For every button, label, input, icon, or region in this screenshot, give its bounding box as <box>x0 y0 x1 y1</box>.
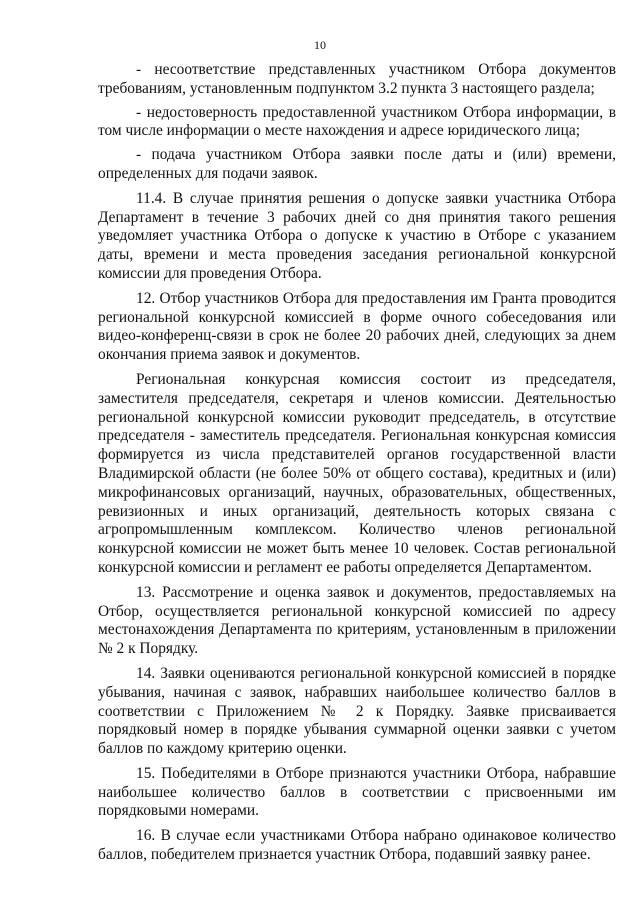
paragraph-13: 13. Рассмотрение и оценка заявок и документов, предоставляемых на Отбор, осуществляется региональной конкурсной комиссией по адресу местонахождения Департамента по критериям, установленным в приложении № 2 к Порядку. <box>98 583 616 658</box>
paragraph-commission-composition: Региональная конкурсная комиссия состоит из председателя, заместителя председателя, секретаря и членов комиссии. Деятельностью региональной конкурсной комиссии руководит председатель, в отсутствие председателя - заместитель председателя. Региональная конкурсная комиссия формируется из числа представителей органов государственной власти Владимирской области (не более 50% от общего состава), кредитных и (или) микрофинансовых организаций, научных, образовательных, общественных, ревизионных и иных организаций, деятельность которых связана с агропромышленным комплексом. Количество членов региональной конкурсной комиссии не может быть менее 10 человек. Состав региональной конкурсной комиссии и регламент ее работы определяется Департаментом. <box>98 370 616 576</box>
paragraph-12: 12. Отбор участников Отбора для предоставления им Гранта проводится региональной конкурсной комиссией в форме очного собеседования или видео-конференц-связи в срок не более 20 рабочих дней, следующих за днем окончания приема заявок и документов. <box>98 289 616 364</box>
paragraph-late-submission: - подача участником Отбора заявки после даты и (или) времени, определенных для подачи заявок. <box>98 146 616 182</box>
paragraph-unreliable-information: - недостоверность предоставленной участником Отбора информации, в том числе информации о месте нахождения и адресе юридического лица; <box>98 103 616 140</box>
document-body <box>98 61 616 871</box>
page-number: 10 <box>314 38 326 52</box>
paragraph-inconsistency-requirements: - несоответствие представленных участником Отбора документов требованиям, установленным подпунктом 3.2 пункта 3 настоящего раздела; <box>98 61 616 97</box>
paragraph-15: 15. Победителями в Отборе признаются участники Отбора, набравшие наибольшее количество баллов в соответствии с присвоенными им порядковыми номерами. <box>98 764 616 820</box>
paragraph-16: 16. В случае если участниками Отбора набрано одинаковое количество баллов, победителем признается участник Отбора, подавший заявку ранее. <box>98 827 616 864</box>
paragraph-11-4: 11.4. В случае принятия решения о допуске заявки участника Отбора Департамент в течение 3 рабочих дней со дня принятия такого решения уведомляет участника Отбора о допуске к участию в Отборе с указанием даты, времени и места проведения заседания региональной конкурсной комиссии для проведения Отбора. <box>98 189 616 282</box>
paragraph-14: 14. Заявки оцениваются региональной конкурсной комиссией в порядке убывания, начиная с заявок, набравших наибольшее количество баллов в соответствии с Приложением № 2 к Порядку. Заявке присваивается порядковый номер в порядке убывания суммарной оценки заявки с учетом баллов по каждому критерию оценки. <box>98 664 616 758</box>
